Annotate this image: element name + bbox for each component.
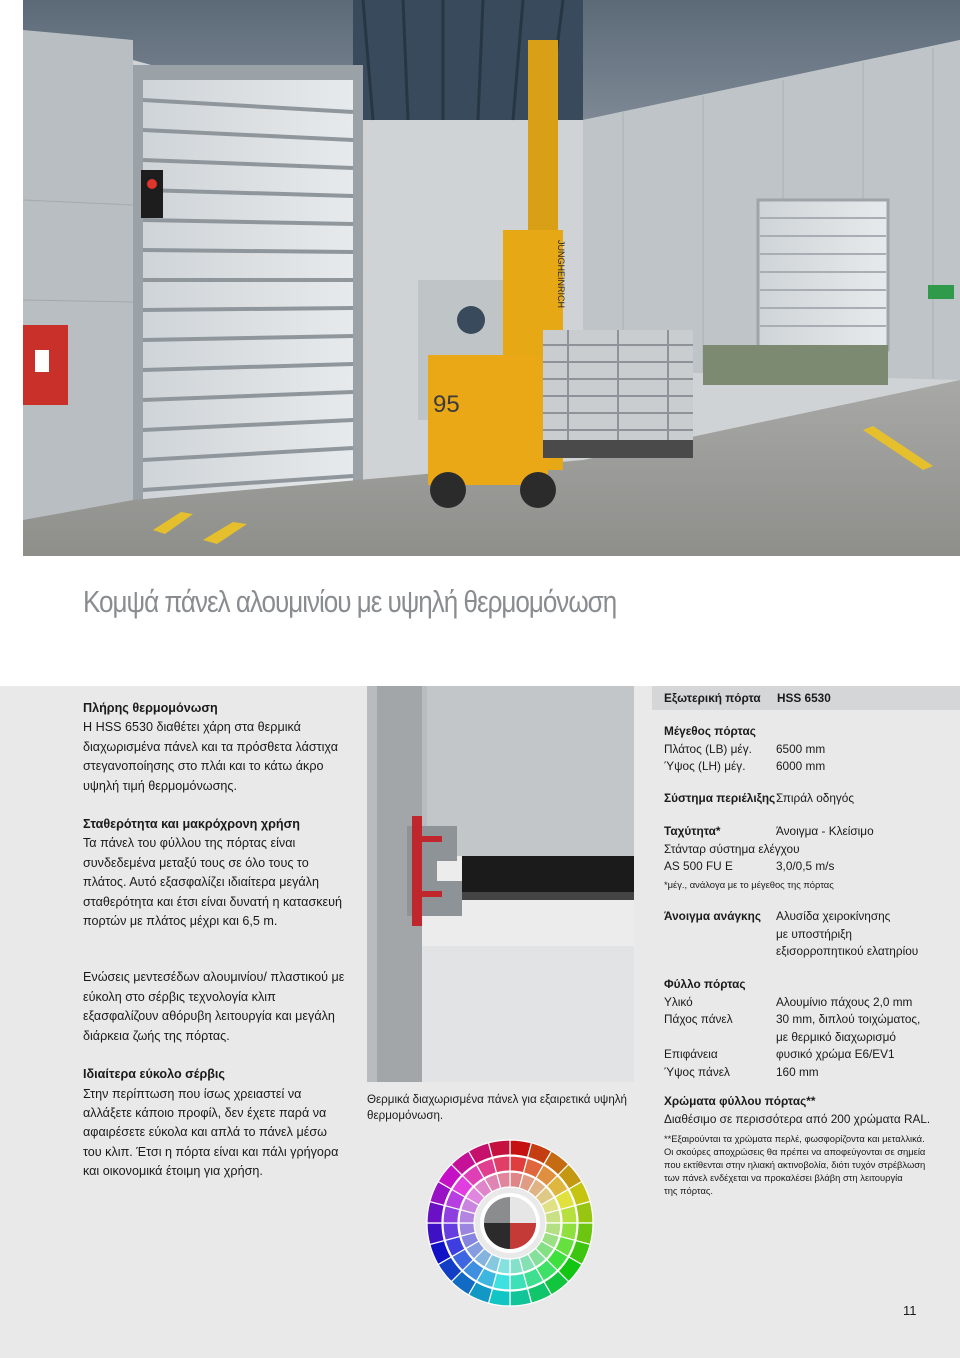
- spec-fu-value: 3,0/0,5 m/s: [776, 859, 835, 873]
- color-wheel-segment: [489, 1140, 510, 1157]
- spec-size-title: Μέγεθος πόρτας: [664, 724, 756, 738]
- spec-colors: [664, 1093, 960, 1197]
- spec-header: [652, 686, 960, 710]
- color-wheel-segment: [510, 1289, 531, 1306]
- feature-stability-title: Σταθερότητα και μακρόχρονη χρήση: [83, 817, 300, 832]
- feature-column: [83, 699, 348, 1201]
- spec-fn-1: **Εξαιρούνται τα χρώματα περλέ, φωσφορίζοντα και μεταλλικά.: [664, 1133, 925, 1144]
- feature-stability: [83, 815, 348, 931]
- feature-service-text: Στην περίπτωση που ίσως χρειαστεί να αλλάξετε κάποιο προφίλ, δεν έχετε παρά να αφαιρέσετε εύκολα και απλά το πάνελ μέσω του κλιπ. Έτσι η πόρτα είναι και πάλι γρήγορα και οικονομικά έτοιμη για χρήση.: [83, 1086, 339, 1179]
- spec-speed-key: Ταχύτητα*: [664, 824, 721, 838]
- spec-colors-text: Διαθέσιμο σε περισσότερα από 200 χρώματα RAL.: [664, 1111, 931, 1126]
- feature-thermal-title: Πλήρης θερμομόνωση: [83, 701, 218, 715]
- spec-header-model: HSS 6530: [777, 691, 831, 705]
- spec-emerg-key: Άνοιγμα ανάγκης: [664, 909, 761, 923]
- spec-thick-key: Πάχος πάνελ: [664, 1012, 733, 1026]
- feature-thermal-text: Η HSS 6530 διαθέτει χάρη στα θερμικά διαχωρισμένα πάνελ και τα πρόσθετα λάστιχα στεγανοποίησης στο πλάι και το κάτω άκρο υψηλή τιμή θερμομόνωσης.: [83, 720, 338, 793]
- spec-leaf-title: Φύλλο πόρτας: [664, 977, 746, 991]
- spec-control: Στάνταρ σύστημα ελέγχου: [664, 841, 800, 856]
- feature-hinges: [83, 968, 348, 1046]
- forklift-number: 95: [433, 391, 460, 418]
- spec-height-value: 6000 mm: [776, 759, 826, 773]
- spec-thick-v2: με θερμικό διαχωρισμό: [776, 1029, 896, 1044]
- page-number: 11: [903, 1303, 917, 1318]
- spec-width-value: 6500 mm: [776, 741, 826, 756]
- spec-fu-key: AS 500 FU E: [664, 859, 733, 873]
- feature-thermal: [83, 699, 348, 796]
- color-wheel-segment: [576, 1202, 593, 1223]
- spec-colors-title: Χρώματα φύλλου πόρτας**: [664, 1094, 816, 1108]
- spec-thick-v1: 30 mm, διπλού τοιχώματος,: [776, 1012, 921, 1026]
- spec-speed: [664, 823, 960, 891]
- spec-roll-value: Σπιράλ οδηγός: [776, 791, 855, 805]
- spec-footnote: [664, 1132, 960, 1197]
- feature-stability-text: Τα πάνελ του φύλλου της πόρτας είναι συνδεδεμένα μεταξύ τους σε όλο τους το πλάτος. Αυτό εξασφαλίζει ιδιαίτερα μεγάλη σταθερότητα και έτσι είναι δυνατή η κατασκευή πορτών με πλάτος μέχρι και 6,5 m.: [83, 836, 343, 929]
- spec-roll-system: [664, 790, 960, 808]
- spec-row-width: [664, 741, 960, 759]
- feature-hinges-text: Ενώσεις μεντεσέδων αλουμινίου/ πλαστικού με εύκολη στο σέρβις τεχνολογία κλιπ εξασφαλίζουν αθόρυβη λειτουργία και μεγάλη διάρκεια ζωής της πόρτας.: [83, 970, 345, 1043]
- color-wheel-segment: [443, 1223, 460, 1240]
- spec-speed-value: Άνοιγμα - Κλείσιμο: [776, 824, 874, 838]
- feature-service-title: Ιδιαίτερα εύκολο σέρβις: [83, 1067, 225, 1082]
- panel-detail-photo: [367, 686, 634, 1082]
- spec-fn-4: των πάνελ ενδέχεται να προκαλέσει βλάβη στη λειτουργία: [664, 1172, 903, 1183]
- spec-emerg-v2: με υποστήριξη: [776, 926, 852, 941]
- spec-speed-note: *μέγ., ανάλογα με το μέγεθος της πόρτας: [664, 878, 834, 890]
- spec-ph-key: Ύψος πάνελ: [664, 1064, 730, 1079]
- spec-fn-3: που εκτίθενται στην ηλιακή ακτινοβολία, διότι τυχόν στρέβλωση: [664, 1159, 926, 1170]
- spec-surf-value: φυσικό χρώμα E6/EV1: [776, 1047, 895, 1061]
- spec-emergency: [664, 908, 960, 961]
- ral-color-wheel: [425, 1138, 595, 1308]
- spec-height-key: Ύψος (LH) μέγ.: [664, 759, 746, 773]
- feature-service: [83, 1065, 348, 1181]
- spec-mat-key: Υλικό: [664, 994, 693, 1009]
- spec-header-label: Εξωτερική πόρτα: [664, 691, 761, 705]
- panel-caption: Θερμικά διαχωρισμένα πάνελ για εξαιρετικά υψηλή θερμομόνωση.: [367, 1093, 628, 1122]
- spec-emerg-v3: εξισορροπητικού ελατηρίου: [776, 944, 919, 958]
- spec-leaf: [664, 976, 960, 1081]
- color-wheel-segment: [510, 1273, 527, 1290]
- spec-door-size: [664, 723, 960, 776]
- spec-fn-2: Οι σκούρες αποχρώσεις θα πρέπει να αποφεύγονται σε σημεία: [664, 1146, 926, 1157]
- spec-width-key: Πλάτος (LB) μέγ.: [664, 741, 752, 756]
- spec-ph-value: 160 mm: [776, 1064, 819, 1079]
- spec-table: [652, 686, 960, 1196]
- color-wheel-segment: [560, 1206, 577, 1223]
- color-wheel-segment: [493, 1156, 510, 1173]
- color-wheel-segment: [427, 1223, 444, 1244]
- spec-mat-value: Αλουμίνιο πάχους 2,0 mm: [776, 994, 913, 1009]
- hero-photo-warehouse: [23, 0, 960, 556]
- spec-surf-key: Επιφάνεια: [664, 1047, 718, 1061]
- forklift-brand: JUNGHEINRICH: [556, 240, 566, 309]
- spec-emerg-v1: Αλυσίδα χειροκίνησης: [776, 909, 891, 923]
- page-headline: Κομψά πάνελ αλουμινίου με υψηλή θερμομόνωση: [83, 584, 617, 619]
- spec-roll-key: Σύστημα περιέλιξης: [664, 791, 776, 805]
- spec-row-height: [664, 758, 960, 776]
- spec-fn-5: της πόρτας.: [664, 1185, 714, 1196]
